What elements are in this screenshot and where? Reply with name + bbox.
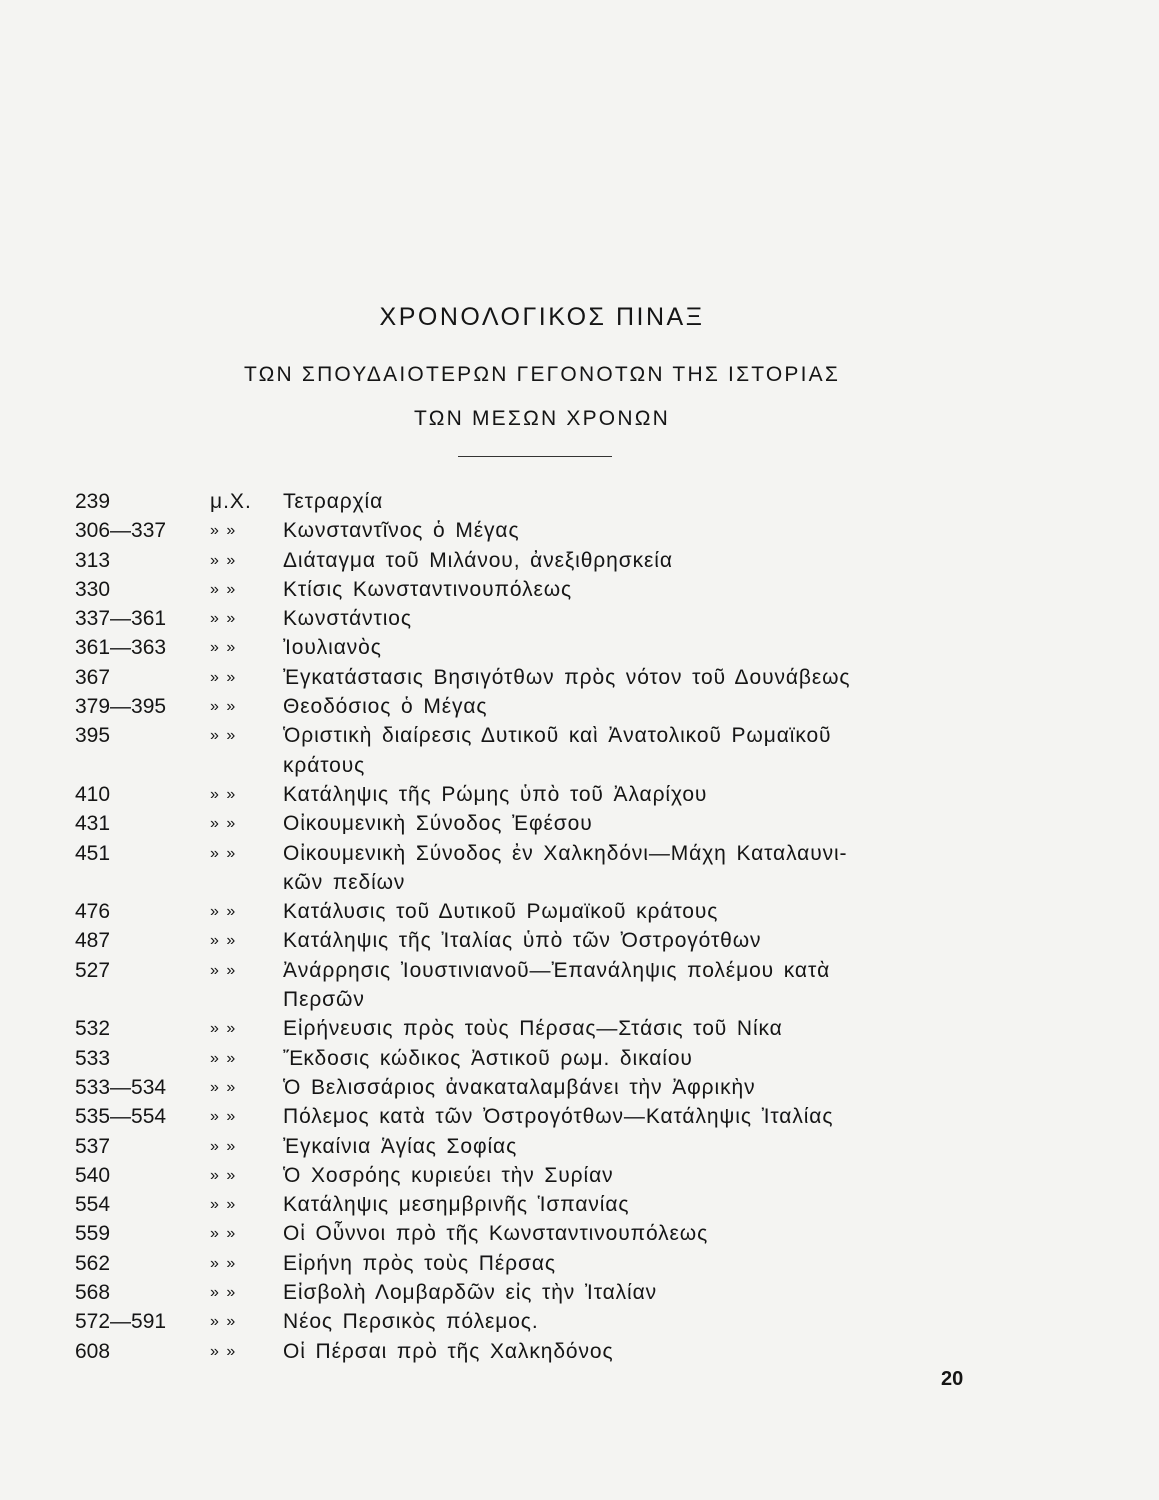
entry-year: 540	[75, 1163, 111, 1187]
entry-era: » »	[210, 1284, 236, 1302]
entry-year: 379—395	[75, 695, 167, 719]
entry-era: » »	[210, 639, 236, 657]
page-subtitle: ΤΩΝ ΣΠΟΥΔΑΙΟΤΕΡΩΝ ΓΕΓΟΝΟΤΩΝ ΤΗΣ ΙΣΤΟΡΙΑΣ	[243, 363, 841, 386]
entry-text: Εἰρήνευσις πρὸς τοὺς Πέρσας—Στάσις τοῦ Νίκα	[283, 1017, 783, 1041]
entry-era: » »	[210, 522, 236, 540]
entry-era: » »	[210, 785, 236, 803]
chronology-entry	[75, 926, 995, 955]
entry-year: 306—337	[75, 519, 167, 543]
entry-text: Εἰσβολὴ Λομβαρδῶν εἰς τὴν Ἰταλίαν	[283, 1281, 658, 1305]
entry-era: » »	[210, 1254, 236, 1272]
entry-era: » »	[210, 932, 236, 950]
chronology-entry	[75, 575, 995, 604]
chronology-entry	[75, 1102, 995, 1131]
entry-era: μ.Χ.	[210, 490, 252, 513]
chronology-entry	[75, 780, 995, 809]
entry-text: Οἰκουμενικὴ Σύνοδος Ἐφέσου	[283, 812, 593, 836]
entry-year: 395	[75, 724, 111, 748]
entry-text: Κατάληψις τῆς Ρώμης ὑπὸ τοῦ Ἀλαρίχου	[283, 782, 708, 806]
chronology-entry	[75, 1073, 995, 1102]
page-title: ΧΡΟΝΟΛΟΓΙΚΟΣ ΠΙΝΑΞ	[379, 303, 705, 331]
chronology-entry	[75, 1307, 995, 1336]
chronology-entry	[75, 1161, 995, 1190]
entry-text: Οἱ Πέρσαι πρὸ τῆς Χαλκηδόνος	[283, 1339, 614, 1363]
title-divider	[458, 456, 612, 457]
entry-text: Ὁ Χοσρόης κυριεύει τὴν Συρίαν	[283, 1163, 614, 1187]
entry-era: » »	[210, 1078, 236, 1096]
entry-year: 367	[75, 665, 111, 689]
entry-year: 572—591	[75, 1310, 167, 1334]
entry-year: 337—361	[75, 607, 167, 631]
entry-year: 532	[75, 1017, 111, 1041]
entry-year: 535—554	[75, 1105, 167, 1129]
chronology-entry	[75, 692, 995, 721]
entry-text: Ἀνάρρησις Ἰουστινιανοῦ—Ἐπανάληψις πολέμου κατὰ	[283, 958, 831, 982]
entry-text: Κωνστάντιος	[283, 607, 412, 631]
entry-era: » »	[210, 610, 236, 628]
entry-year: 410	[75, 782, 111, 806]
entry-era: » »	[210, 1108, 236, 1126]
entry-era: » »	[210, 1049, 236, 1067]
entry-era: » »	[210, 815, 236, 833]
entry-year: 608	[75, 1339, 111, 1363]
entry-text: Οἱ Οὖννοι πρὸ τῆς Κωνσταντινουπόλεως	[283, 1222, 709, 1246]
chronology-entry	[75, 546, 995, 575]
chronology-entry	[75, 604, 995, 633]
entry-era: » »	[210, 903, 236, 921]
chronology-entry	[75, 516, 995, 545]
entry-text-continuation: κράτους	[283, 753, 366, 777]
chronology-entry	[75, 839, 995, 868]
chronology-entry	[75, 663, 995, 692]
entry-era: » »	[210, 1196, 236, 1214]
entry-text: Ὁ Βελισσάριος ἀνακαταλαμβάνει τὴν Ἀφρικὴν	[283, 1075, 756, 1099]
entry-era: » »	[210, 1225, 236, 1243]
entry-text: Κατάληψις τῆς Ἰταλίας ὑπὸ τῶν Ὀστρογότθων	[283, 929, 762, 953]
chronology-entry	[75, 1278, 995, 1307]
entry-year: 533	[75, 1046, 111, 1070]
entry-year: 487	[75, 929, 111, 953]
entry-year: 527	[75, 958, 111, 982]
chronology-entry	[75, 1219, 995, 1248]
entry-year: 313	[75, 548, 111, 572]
page-number: 20	[941, 1368, 964, 1390]
chronology-entry	[75, 1190, 995, 1219]
entry-era: » »	[210, 1166, 236, 1184]
entry-year: 451	[75, 841, 111, 865]
entry-text-continuation: κῶν πεδίων	[283, 870, 406, 894]
chronology-entry	[75, 1044, 995, 1073]
chronology-entry	[75, 1249, 995, 1278]
entry-text: Τετραρχία	[283, 490, 384, 513]
entry-text: Οἰκουμενικὴ Σύνοδος ἐν Χαλκηδόνι—Μάχη Καταλαυνι-	[283, 841, 848, 865]
entry-year: 533—534	[75, 1075, 167, 1099]
entry-era: » »	[210, 727, 236, 745]
entry-text: Διάταγμα τοῦ Μιλάνου, ἀνεξιθρησκεία	[283, 548, 673, 572]
entry-text: Κωνσταντῖνος ὁ Μέγας	[283, 519, 520, 543]
entry-year: 361—363	[75, 636, 167, 660]
entry-year: 554	[75, 1193, 111, 1217]
entry-year: 239	[75, 490, 111, 513]
chronology-entry	[75, 721, 995, 750]
entry-text: Ἐγκατάστασις Βησιγότθων πρὸς νότον τοῦ Δουνάβεως	[283, 665, 851, 689]
entry-era: » »	[210, 551, 236, 569]
entry-era: » »	[210, 580, 236, 598]
entry-text: Ὁριστικὴ διαίρεσις Δυτικοῦ καὶ Ἀνατολικοῦ Ρωμαϊκοῦ	[283, 724, 832, 748]
chronology-list	[75, 487, 995, 1366]
entry-text: Νέος Περσικὸς πόλεμος.	[283, 1310, 539, 1334]
entry-year: 568	[75, 1281, 111, 1305]
chronology-entry	[75, 809, 995, 838]
entry-text-continuation: Περσῶν	[283, 988, 365, 1012]
entry-era: » »	[210, 698, 236, 716]
entry-era: » »	[210, 844, 236, 862]
entry-text: Κατάλυσις τοῦ Δυτικοῦ Ρωμαϊκοῦ κράτους	[283, 900, 719, 924]
entry-text: Θεοδόσιος ὁ Μέγας	[283, 695, 488, 719]
entry-year: 431	[75, 812, 111, 836]
entry-text: Κατάληψις μεσημβρινῆς Ἱσπανίας	[283, 1193, 630, 1217]
entry-era: » »	[210, 961, 236, 979]
chronology-entry	[75, 956, 995, 985]
entry-year: 330	[75, 577, 111, 601]
entry-text: Κτίσις Κωνσταντινουπόλεως	[283, 577, 573, 601]
entry-text: Ἰουλιανὸς	[283, 636, 382, 660]
page-subtitle-2: ΤΩΝ ΜΕΣΩΝ ΧΡΟΝΩΝ	[414, 407, 670, 430]
chronology-entry	[75, 897, 995, 926]
entry-year: 559	[75, 1222, 111, 1246]
entry-era: » »	[210, 1020, 236, 1038]
entry-text: Ἔκδοσις κώδικος Ἀστικοῦ ρωμ. δικαίου	[283, 1046, 693, 1070]
chronology-entry	[75, 633, 995, 662]
entry-text: Εἰρήνη πρὸς τοὺς Πέρσας	[283, 1251, 556, 1275]
entry-era: » »	[210, 1342, 236, 1360]
chronology-entry	[75, 1014, 995, 1043]
entry-era: » »	[210, 1137, 236, 1155]
entry-text: Ἐγκαίνια Ἁγίας Σοφίας	[283, 1134, 518, 1158]
entry-year: 562	[75, 1251, 111, 1275]
chronology-entry	[75, 1337, 995, 1366]
chronology-entry	[75, 1132, 995, 1161]
entry-text: Πόλεμος κατὰ τῶν Ὀστρογότθων—Κατάληψις Ἰταλίας	[283, 1105, 834, 1129]
entry-year: 476	[75, 900, 111, 924]
chronology-entry	[75, 487, 995, 516]
entry-era: » »	[210, 1313, 236, 1331]
entry-era: » »	[210, 668, 236, 686]
entry-year: 537	[75, 1134, 111, 1158]
